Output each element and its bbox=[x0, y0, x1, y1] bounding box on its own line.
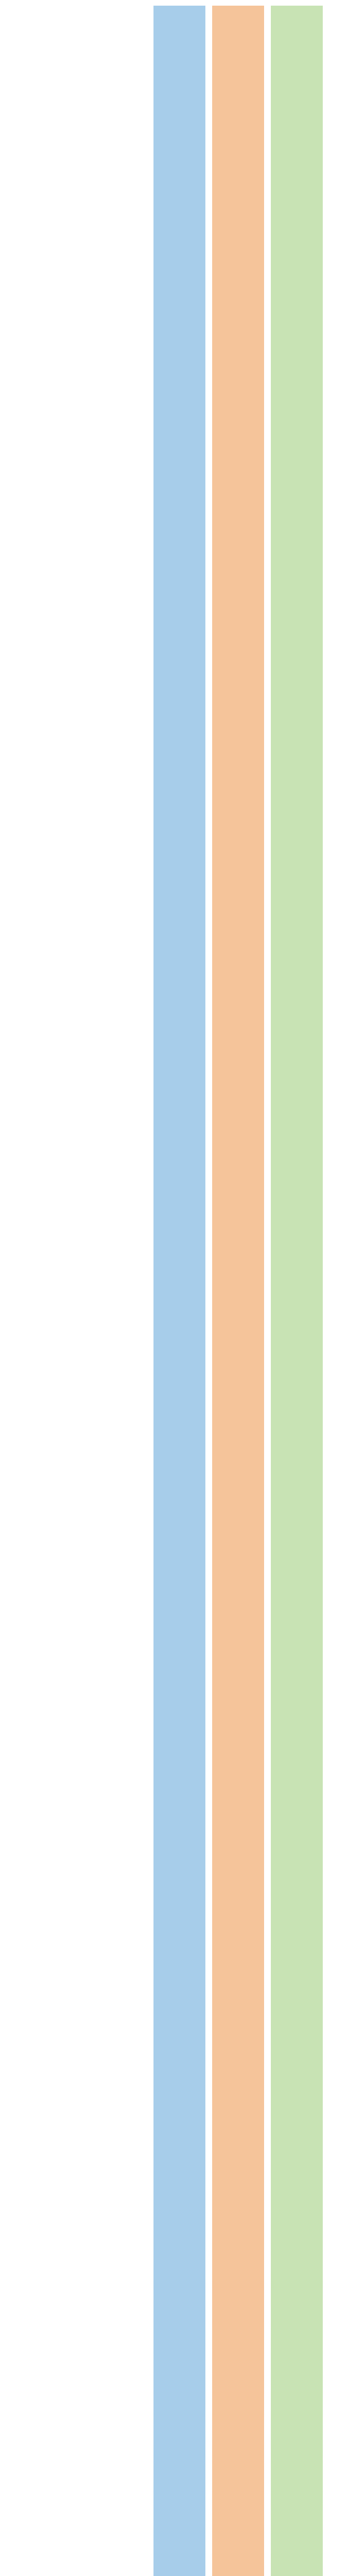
header-group-wald bbox=[274, 0, 322, 6]
header-group-feucht bbox=[155, 0, 204, 6]
header-sub bbox=[189, 6, 204, 11]
header-sub bbox=[308, 6, 322, 11]
header-sub bbox=[291, 6, 305, 11]
feuchtbiotope-column-band bbox=[153, 6, 205, 2576]
header-sub bbox=[274, 6, 288, 11]
header-code bbox=[9, 0, 49, 6]
header-flag bbox=[1, 0, 8, 6]
header-sub bbox=[214, 6, 229, 11]
header-artname bbox=[50, 0, 151, 6]
waldbiotope-column-band bbox=[271, 6, 323, 2576]
header-sub bbox=[248, 6, 263, 11]
header-group-offen bbox=[214, 0, 263, 6]
header-sub bbox=[172, 6, 187, 11]
header-row-groups bbox=[0, 0, 360, 6]
header-sub bbox=[155, 6, 170, 11]
header-sub bbox=[231, 6, 246, 11]
offenland-column-band bbox=[212, 6, 264, 2576]
header-row-sub bbox=[0, 6, 360, 11]
